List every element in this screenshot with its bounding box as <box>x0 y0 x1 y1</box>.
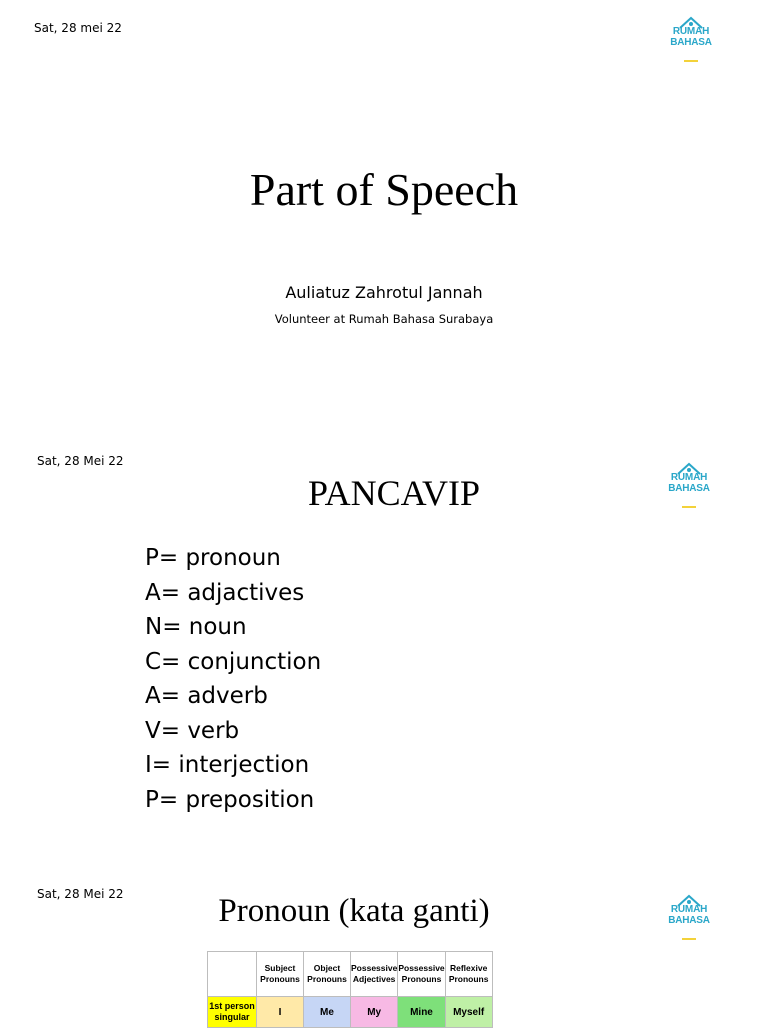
pronoun-table <box>207 951 493 1028</box>
logo-line-1: RUMAH <box>670 904 708 915</box>
table-header-row <box>208 952 493 997</box>
table-header-cell: Subject Pronouns <box>257 952 304 997</box>
table-header-cell: Possessive Pronouns <box>398 952 445 997</box>
list-item: A= adverb <box>145 683 268 709</box>
list-item: N= noun <box>145 614 247 640</box>
table-cell: I <box>257 997 304 1028</box>
table-cell: My <box>351 997 398 1028</box>
table-header-cell: Object Pronouns <box>304 952 351 997</box>
author-affiliation: Volunteer at Rumah Bahasa Surabaya <box>274 312 494 326</box>
list-item: P= pronoun <box>145 545 281 571</box>
logo-accent-bar <box>682 938 696 940</box>
slide-date: Sat, 28 mei 22 <box>34 21 122 35</box>
logo-line-2: BAHASA <box>668 483 710 494</box>
table-header-cell <box>208 952 257 997</box>
logo-line-2: BAHASA <box>670 37 712 48</box>
table-header-cell: Possessive Adjectives <box>351 952 398 997</box>
slide-date: Sat, 28 Mei 22 <box>37 454 124 468</box>
list-item: C= conjunction <box>145 648 322 675</box>
logo-line-2: BAHASA <box>668 915 710 926</box>
list-item: V= verb <box>145 717 240 744</box>
slide-title: Part of Speech <box>249 164 519 215</box>
list-item: P= preposition <box>145 786 315 813</box>
list-item: I= interjection <box>145 752 310 778</box>
logo-line-1: RUMAH <box>672 26 710 37</box>
table-cell: Myself <box>445 997 492 1028</box>
slide-title: PANCAVIP <box>307 473 481 513</box>
table-cell: Me <box>304 997 351 1028</box>
row-label-cell: 1st person singular <box>208 997 257 1028</box>
table-header-cell: Reflexive Pronouns <box>445 952 492 997</box>
author-name: Auliatuz Zahrotul Jannah <box>285 283 483 302</box>
table-row <box>208 997 493 1028</box>
table-cell: Mine <box>398 997 445 1028</box>
logo-line-1: RUMAH <box>670 472 708 483</box>
list-item: A= adjactives <box>145 579 305 606</box>
slide-title: Pronoun (kata ganti) <box>218 893 490 929</box>
slide-date: Sat, 28 Mei 22 <box>37 887 124 901</box>
